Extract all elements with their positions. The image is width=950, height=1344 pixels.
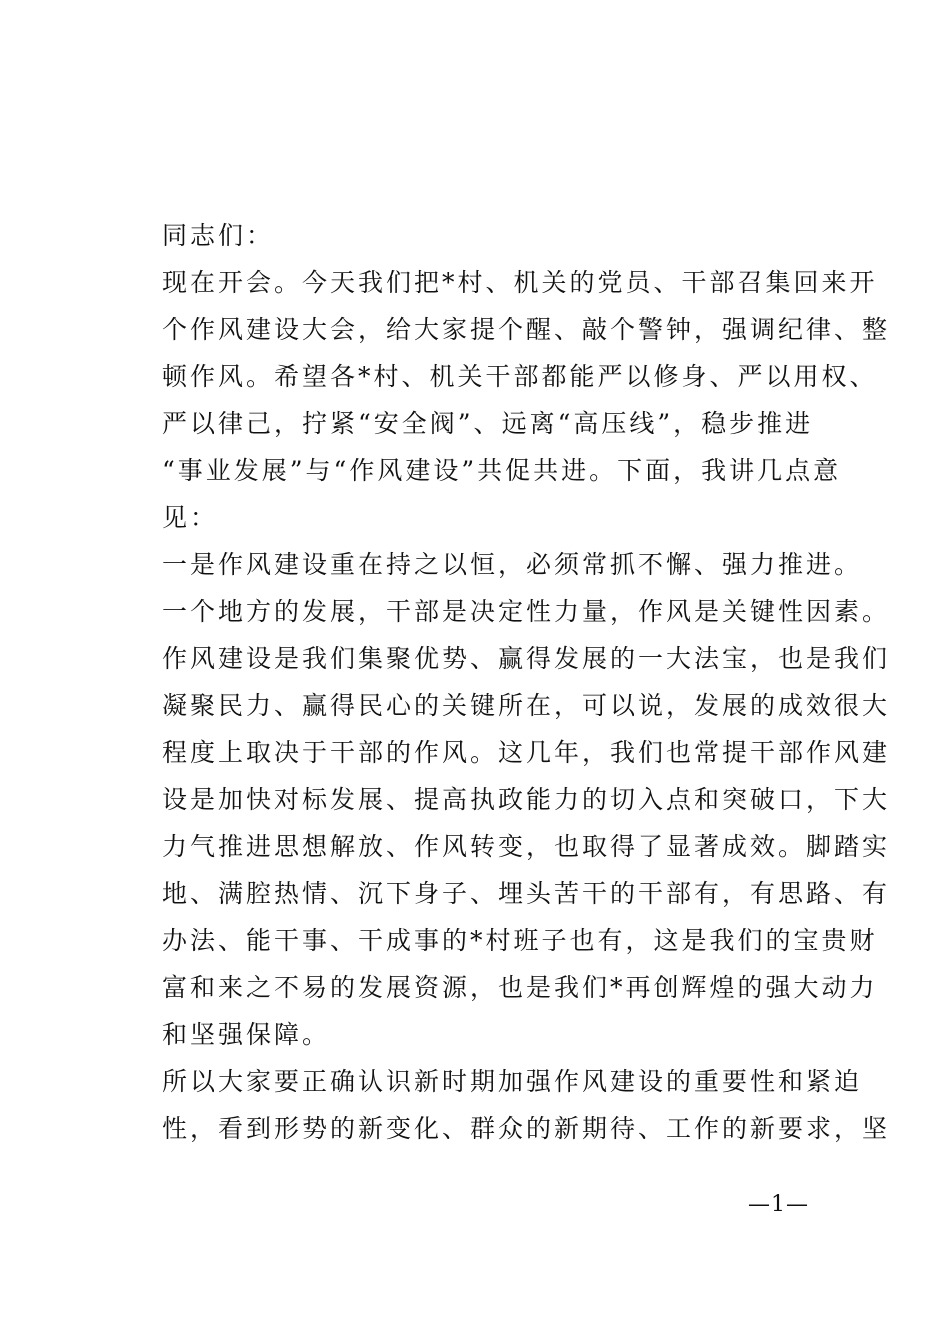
- text-line: 严以律己，拧紧“安全阀”、远离“高压线”，稳步推进: [162, 409, 814, 438]
- text-line: 同志们：: [162, 221, 275, 250]
- text-line: 办法、能干事、干成事的*村班子也有，这是我们的宝贵财: [162, 926, 878, 955]
- text-line: 凝聚民力、赢得民心的关键所在，可以说，发展的成效很大: [162, 691, 891, 720]
- text-line: 顿作风。希望各*村、机关干部都能严以修身、严以用权、: [162, 362, 878, 391]
- text-line: 个作风建设大会，给大家提个醒、敲个警钟，强调纪律、整: [162, 315, 891, 344]
- text-line: 力气推进思想解放、作风转变，也取得了显著成效。脚踏实: [162, 832, 891, 861]
- text-line: 一个地方的发展，干部是决定性力量，作风是关键性因素。: [162, 597, 891, 626]
- text-line: 现在开会。今天我们把*村、机关的党员、干部召集回来开: [162, 268, 878, 297]
- text-line: 设是加快对标发展、提高执政能力的切入点和突破口，下大: [162, 785, 891, 814]
- text-line: 和坚强保障。: [162, 1020, 331, 1049]
- page-number: —1—: [748, 1192, 809, 1217]
- speech-body: [162, 212, 891, 1152]
- text-line: “事业发展”与“作风建设”共促共进。下面，我讲几点意: [162, 456, 842, 485]
- text-line: 性，看到形势的新变化、群众的新期待、工作的新要求，坚: [162, 1114, 891, 1143]
- text-line: 一是作风建设重在持之以恒，必须常抓不懈、强力推进。: [162, 550, 863, 579]
- text-line: 地、满腔热情、沉下身子、埋头苦干的干部有，有思路、有: [162, 879, 891, 908]
- text-line: 作风建设是我们集聚优势、赢得发展的一大法宝，也是我们: [162, 644, 891, 673]
- text-line: 程度上取决于干部的作风。这几年，我们也常提干部作风建: [162, 738, 891, 767]
- text-line: 见：: [162, 503, 219, 532]
- text-line: 富和来之不易的发展资源，也是我们*再创辉煌的强大动力: [162, 973, 878, 1002]
- text-line: 所以大家要正确认识新时期加强作风建设的重要性和紧迫: [162, 1067, 863, 1096]
